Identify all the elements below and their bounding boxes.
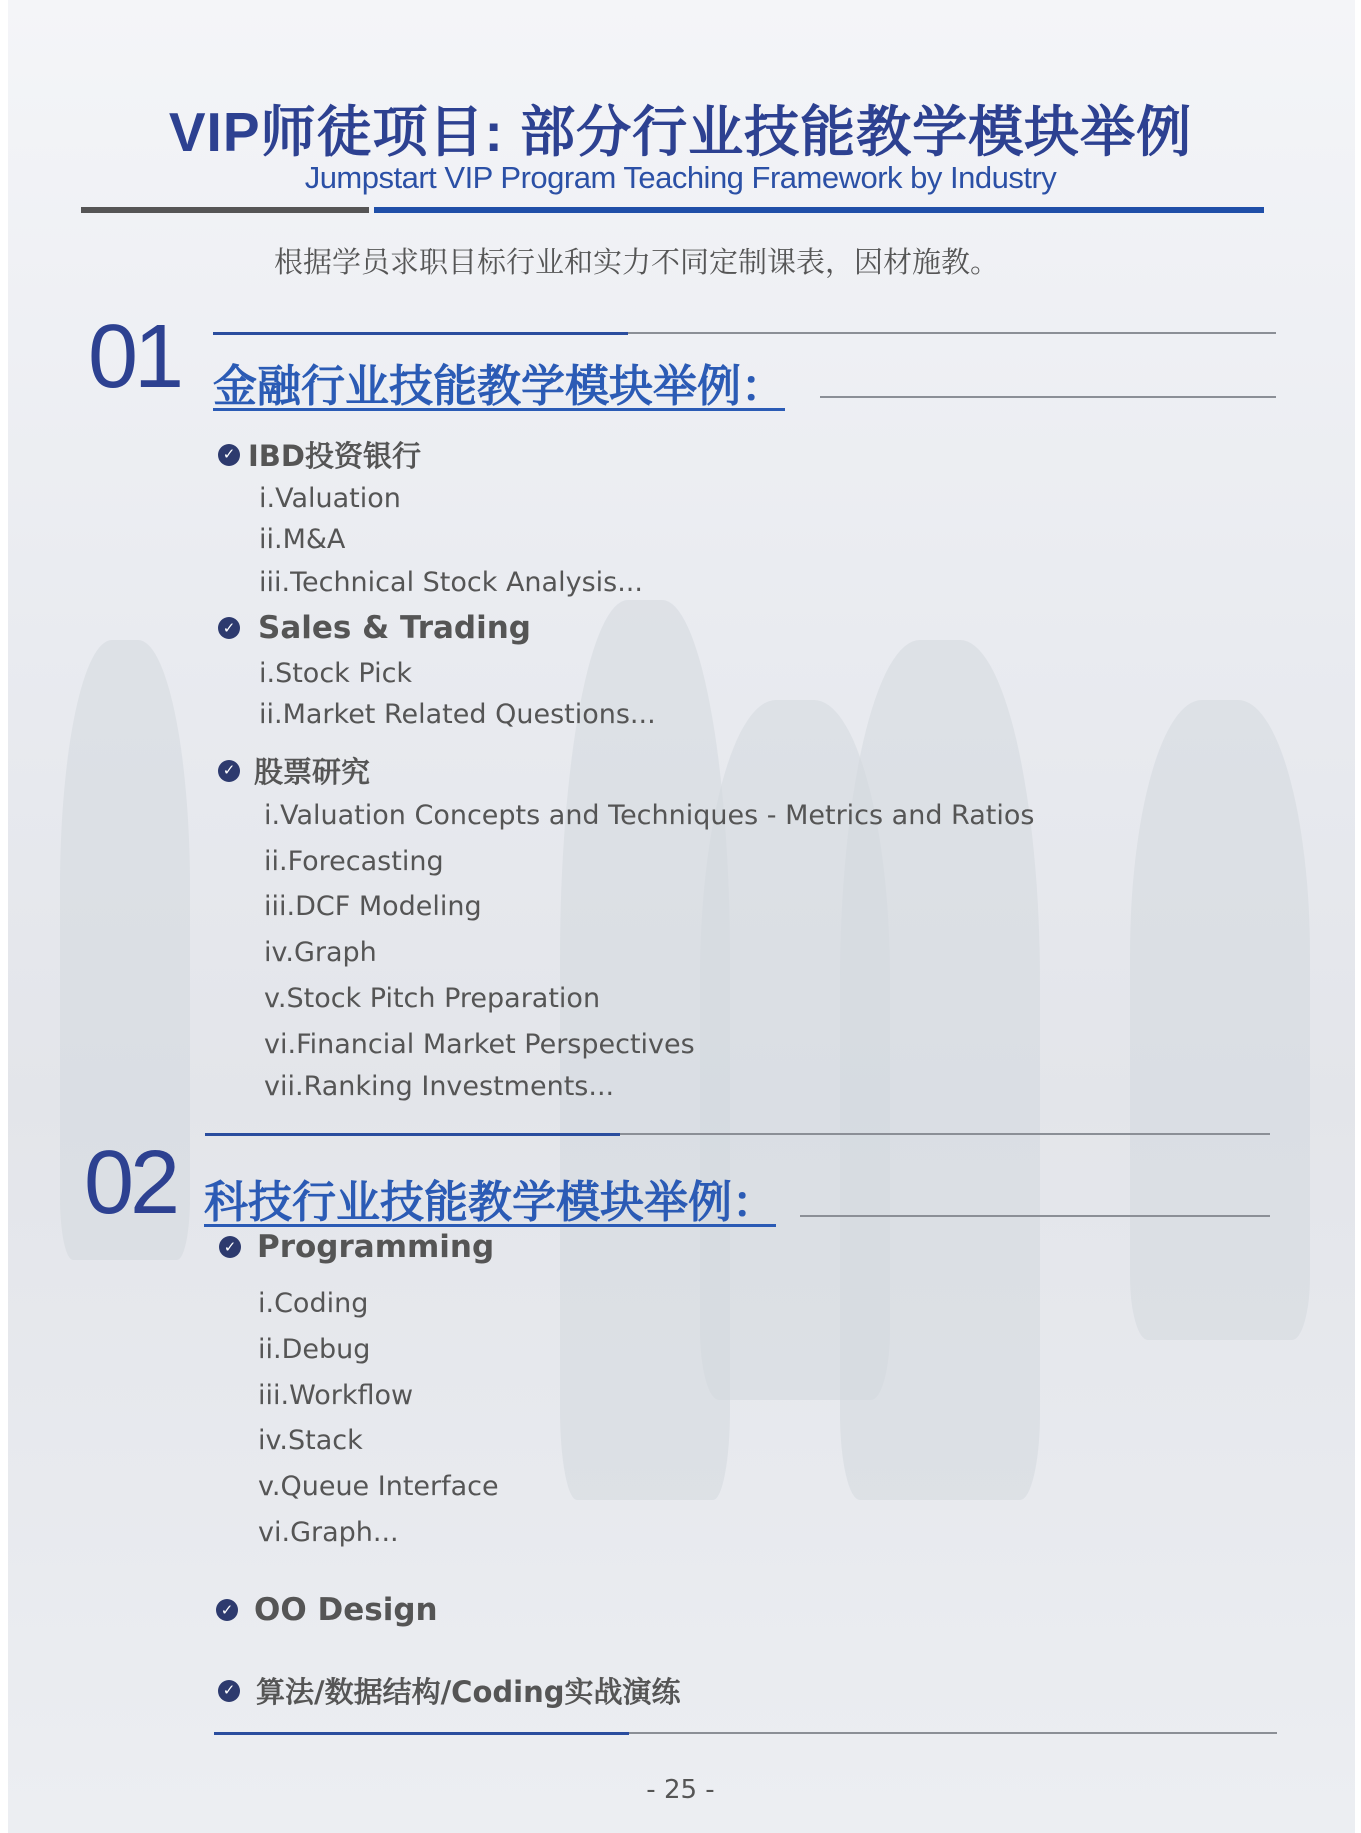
background-figure bbox=[840, 640, 1040, 1500]
section-number: 01 bbox=[88, 307, 181, 407]
list-item: vi.Financial Market Perspectives bbox=[264, 1029, 695, 1060]
list-item: ii.M&A bbox=[259, 524, 346, 555]
section-rule bbox=[820, 396, 1276, 398]
section-rule-accent bbox=[213, 332, 628, 335]
page-title: VIP师徒项目: 部分行业技能教学模块举例 bbox=[168, 101, 1193, 163]
page-subtitle: Jumpstart VIP Program Teaching Framework by Industry bbox=[304, 160, 1057, 195]
list-item: vi.Graph... bbox=[258, 1517, 399, 1548]
bullet-programming: ✓ Programming bbox=[219, 1229, 494, 1265]
bottom-rule-accent bbox=[214, 1732, 629, 1735]
list-item: i.Stock Pick bbox=[259, 658, 413, 689]
header-divider-gray bbox=[81, 207, 369, 213]
list-item: iii.DCF Modeling bbox=[264, 891, 482, 922]
list-item: iii.Workflow bbox=[258, 1380, 414, 1411]
section-number: 02 bbox=[84, 1133, 177, 1233]
intro-text: 根据学员求职目标行业和实力不同定制课表，因材施教。 bbox=[274, 245, 1000, 279]
list-item: vii.Ranking Investments... bbox=[264, 1071, 615, 1102]
page-edge bbox=[0, 0, 8, 1833]
check-circle-icon: ✓ bbox=[218, 444, 240, 466]
list-item: i.Valuation Concepts and Techniques - Metrics and Ratios bbox=[264, 800, 1035, 831]
list-item: ii.Forecasting bbox=[264, 846, 444, 877]
bullet-sales-trading: ✓ Sales & Trading bbox=[218, 610, 531, 646]
check-circle-icon: ✓ bbox=[216, 1599, 238, 1621]
list-item: iv.Stack bbox=[258, 1425, 363, 1456]
list-item: iv.Graph bbox=[264, 937, 377, 968]
list-item: v.Stock Pitch Preparation bbox=[264, 983, 601, 1014]
section-rule-accent bbox=[205, 1133, 620, 1136]
page-number: - 25 - bbox=[646, 1775, 715, 1805]
bottom-rule bbox=[629, 1732, 1277, 1734]
list-item: ii.Market Related Questions... bbox=[259, 699, 656, 730]
list-item: v.Queue Interface bbox=[258, 1471, 499, 1502]
section-rule bbox=[628, 332, 1276, 334]
check-circle-icon: ✓ bbox=[218, 760, 240, 782]
background-figure bbox=[1130, 700, 1310, 1340]
section-rule bbox=[800, 1215, 1270, 1217]
bullet-ibd: ✓ IBD投资银行 bbox=[218, 434, 421, 475]
list-item: iii.Technical Stock Analysis... bbox=[259, 567, 643, 598]
check-circle-icon: ✓ bbox=[218, 1680, 240, 1702]
section-rule bbox=[620, 1133, 1270, 1135]
bullet-equity-research: ✓ 股票研究 bbox=[218, 750, 370, 791]
page-edge bbox=[1355, 0, 1361, 1833]
header-divider-blue bbox=[374, 207, 1264, 213]
section-title: 科技行业技能教学模块举例： bbox=[204, 1177, 776, 1228]
list-item: ii.Debug bbox=[258, 1334, 371, 1365]
bullet-algorithms: ✓ 算法/数据结构/Coding实战演练 bbox=[218, 1670, 681, 1711]
list-item: i.Valuation bbox=[259, 483, 401, 514]
section-title: 金融行业技能教学模块举例： bbox=[213, 361, 785, 412]
check-circle-icon: ✓ bbox=[218, 617, 240, 639]
check-circle-icon: ✓ bbox=[219, 1236, 241, 1258]
list-item: i.Coding bbox=[258, 1288, 369, 1319]
bullet-oo-design: ✓ OO Design bbox=[216, 1592, 438, 1628]
